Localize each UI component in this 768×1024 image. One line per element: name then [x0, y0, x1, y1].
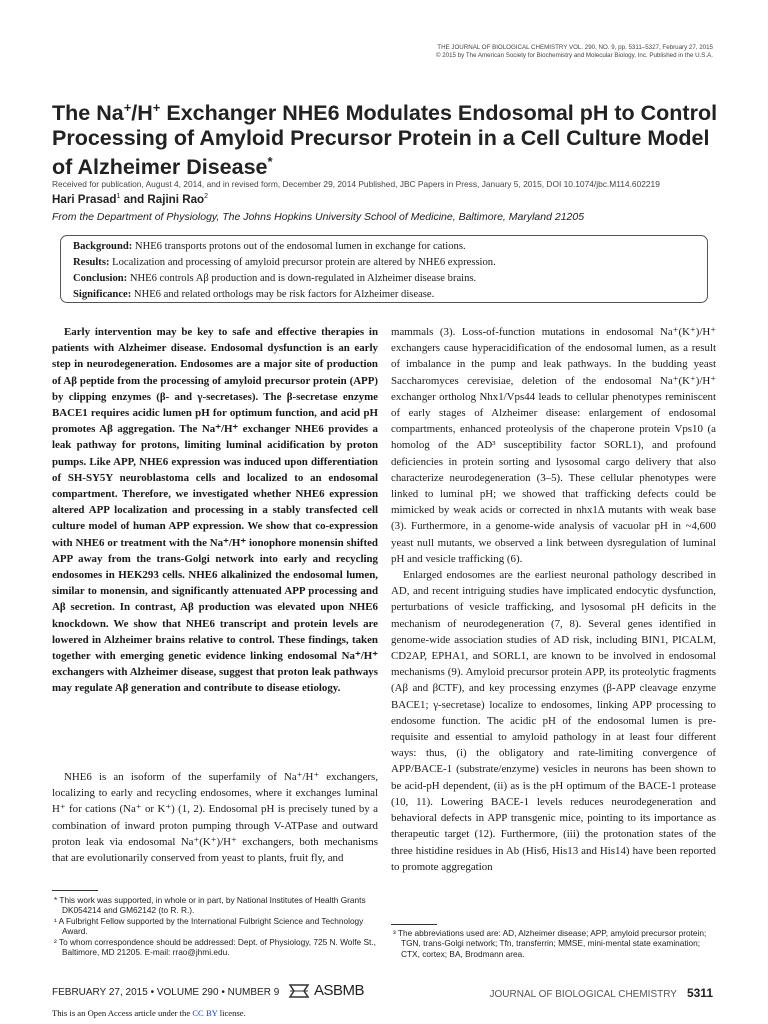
footnote-funding: * This work was supported, in whole or in part, by National Institutes of Health Grants DK054214 and GM62142 (to R. R.). [54, 895, 366, 916]
asbmb-icon [288, 983, 310, 999]
right-column [391, 324, 716, 875]
cc-by-link[interactable]: CC BY [192, 1008, 218, 1018]
footnote-2: ² To whom correspondence should be addressed: Dept. of Physiology, 725 N. Wolfe St., Baltimore, MD 21205. E-mail: rrao@jhmi.edu. [54, 936, 376, 958]
affiliation: From the Department of Physiology, The Johns Hopkins University School of Medicine, Baltimore, Maryland 21205 [52, 211, 585, 223]
footer-date-volume: FEBRUARY 27, 2015 • VOLUME 290 • NUMBER 9 [52, 987, 280, 998]
left-column [52, 324, 378, 697]
footnote-1: ¹ A Fulbright Fellow supported by the International Fulbright Science and Technology Award. [54, 915, 364, 937]
authors: Hari Prasad$^1$ and Rajini Rao$^2$ [52, 193, 209, 206]
body-paragraph-1: mammals (3). Loss-of-function mutations in endosomal Na⁺(K⁺)/H⁺ exchangers cause hyperacidification of the endosomal lumen, as a result of imbalance in the pump and leak pathways. In the budding yeast Saccharomyces cerevisiae, deletion of the endosomal Na⁺(K⁺)/H⁺ exchanger ortholog Nhx1/Vps44 leads to cellular phenotypes reminiscent of early stages of Alzheimer disease: enlargement of endosomal compartments, enhanced proteolysis of the chaperone protein Vps10 (a homolog of the AD³ susceptibility factor SORL1), and profound deficiencies in protein sorting and lysosomal cargo delivery that also characterize neurodegeneration (3–5). These cellular phenotypes were linked to luminal pH; we showed that trafficking defects could be mimicked by weak acids or corrected in nhx1Δ mutants with weak base (3). Furthermore, in a genome-wide analysis of vacuolar pH in ~4,600 yeast null mutants, we observed a link between dysregulation of luminal pH and vesicle trafficking (6). [391, 326, 716, 565]
journal-header [436, 44, 713, 60]
journal-header-line1: THE JOURNAL OF BIOLOGICAL CHEMISTRY VOL. 290, NO. 9, pp. 5311–5327, February 27, 2015 [437, 44, 713, 51]
footer-journal [490, 986, 714, 1000]
license-line: This is an Open Access article under the CC BY license. [52, 1008, 246, 1018]
summary-significance: Significance: NHE6 and related orthologs may be risk factors for Alzheimer disease. [73, 289, 435, 300]
summary-box [60, 235, 708, 303]
abstract: Early intervention may be key to safe and effective therapies in patients with Alzheimer disease. Endosomal dysfunction is an early step in neurodegeneration. Endosomes are a major site of production of Aβ peptide from the processing of amyloid precursor protein (APP) by clipping enzymes (β- and γ-secretases). The β-secretase enzyme BACE1 requires acidic lumen pH for optimum function, and acid pH promotes Aβ aggregation. The Na⁺/H⁺ exchanger NHE6 provides a leak pathway for protons, limiting luminal acidification by proton pumps. Like APP, NHE6 expression was induced upon differentiation of SH-SY5Y neuroblastoma cells and localized to an endosomal compartment. Therefore, we investigated whether NHE6 expression altered APP localization and processing in a stably transfected cell culture model of human APP expression. We show that co-expression with NHE6 or treatment with the Na⁺/H⁺ ionophore monensin shifted APP away from the trans-Golgi network into early and recycling endosomes in HEK293 cells. NHE6 alkalinized the endosomal lumen, similar to monensin, and significantly attenuated APP processing and Aβ secretion. In contrast, Aβ production was elevated upon NHE6 knockdown. We show that NHE6 transcript and protein levels are lowered in Alzheimer brains relative to control. These findings, taken together with emerging genetic evidence linking endosomal Na⁺/H⁺ exchangers with Alzheimer disease, suggest that proton leak pathways may regulate Aβ generation and contribute to disease etiology. [52, 326, 378, 695]
body-paragraph-2: Enlarged endosomes are the earliest neuronal pathology described in AD, and recent intriguing studies have implicated endocytic dysfunction, perturbations of vesicle trafficking, and lysosomal pH deficits in the mechanism of neurodegeneration (7, 8). Several genes identified in genome-wide association studies of AD risk, including BIN1, PICALM, CD2AP, EPHA1, and SORL1, are known to be involved in endosomal mechanisms (9). Amyloid precursor protein APP, its proteolytic fragments (Aβ and βCTF), and key processing enzymes (β-APP cleavage enzyme BACE1; γ-secretase) localize to endosomes, linking APP processing to endosome function. The acidic pH of the endosomal lumen is pre-requisite and essential to amyloid pathology in at least four different ways: thus, (i) the obligatory and rate-limiting convergence of APP/BACE-1 (substrate/enzyme) vesicles in neurons has been shown to be acid-pH dependent, (ii) as is the pH optimum of the BACE-1 protease (10, 11). Lowering BACE-1 levels reduces neurodegeneration and behavioral defects in APP transgenic mice, pointing to its importance as therapeutic target (12). Furthermore, (iii) the protonation states of the three histidine residues in Ab (His6, His13 and His14) have been reported to promote aggregation [391, 569, 716, 873]
journal-header-line2: © 2015 by The American Society for Biochemistry and Molecular Biology, Inc. Published in the U.S.A. [435, 52, 713, 59]
author-2: Rajini Rao [147, 193, 205, 206]
asbmb-text: ASBMB [314, 982, 365, 999]
received-line: Received for publication, August 4, 2014, and in revised form, December 29, 2014 Published, JBC Papers in Press, January 5, 2015, DOI 10.1074/jbc.M114.602219 [52, 179, 660, 189]
author-1: Hari Prasad [52, 193, 117, 206]
intro-paragraph: NHE6 is an isoform of the superfamily of Na⁺/H⁺ exchangers, localizing to early and recycling endosomes, where it exchanges luminal H⁺ for cations (Na⁺ or K⁺) (1, 2). Endosomal pH is precisely tuned by a combination of inward proton pumping through V-ATPase and outward proton leak via endosomal Na⁺(K⁺)/H⁺ exchangers, both mechanisms that are evolutionarily conserved from yeast to plants, fruit fly, and [52, 770, 378, 864]
page-number: 5311 [686, 986, 713, 1000]
footnote-abbreviations: ³ The abbreviations used are: AD, Alzheimer disease; APP, amyloid precursor protein; TGN, trans-Golgi network; Tfn, transferrin; MMSE, mini-mental state examination; CTX, cortex; BA, Brodmann area. [393, 928, 707, 959]
journal-name: JOURNAL OF BIOLOGICAL CHEMISTRY [489, 989, 677, 1000]
summary-conclusion: Conclusion: NHE6 controls Aβ production and is down-regulated in Alzheimer disease brains. [73, 273, 477, 284]
summary-background: Background: NHE6 transports protons out of the endosomal lumen in exchange for cations. [73, 241, 466, 252]
footnote-divider-left [52, 890, 98, 891]
asbmb-logo [288, 982, 364, 999]
article-title: The Na+/H+ Exchanger NHE6 Modulates Endosomal pH to Control Processing of Amyloid Precursor Protein in a Cell Culture Model of Alzheimer Disease* [52, 100, 718, 180]
summary-results: Results: Localization and processing of amyloid precursor protein are altered by NHE6 expression. [73, 257, 496, 268]
footnotes-left [52, 895, 378, 957]
footnote-divider-right [391, 924, 437, 925]
